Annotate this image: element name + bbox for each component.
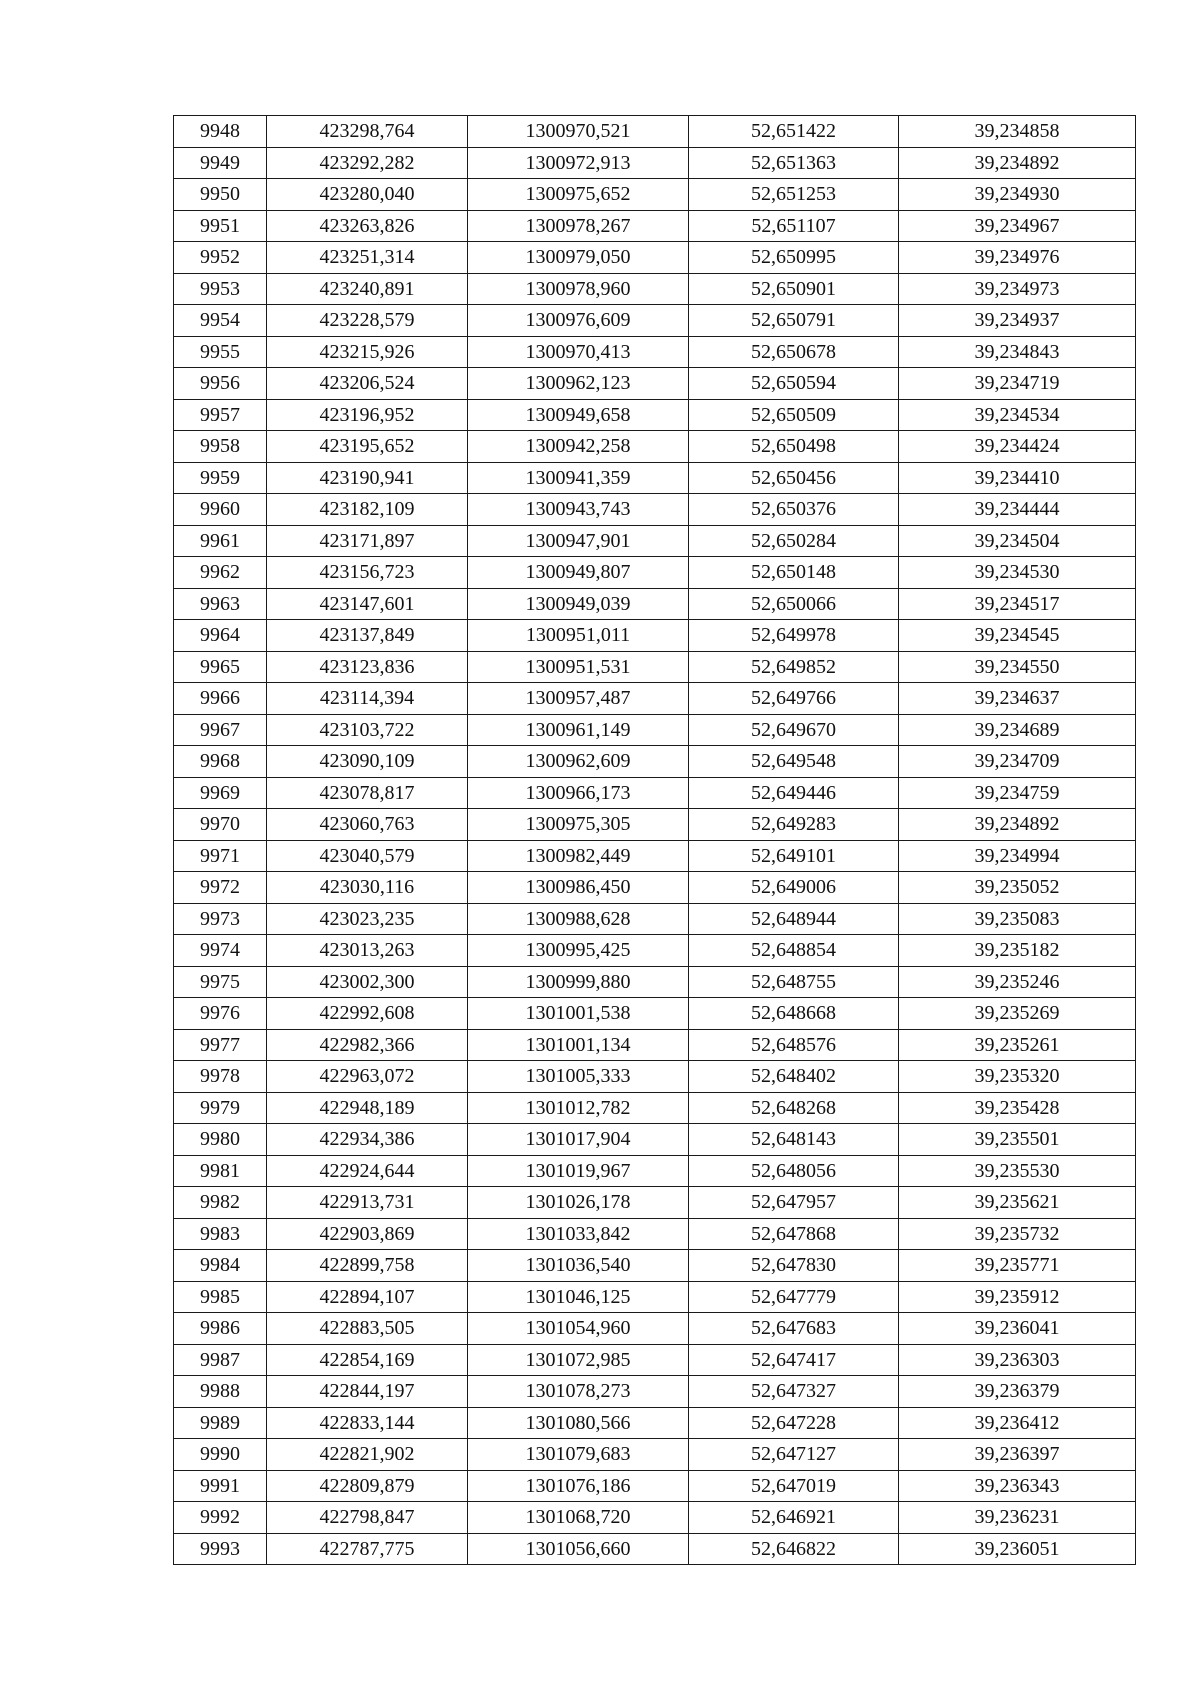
point-number-cell: 9976 xyxy=(174,998,267,1030)
x-coordinate-cell: 422821,902 xyxy=(267,1439,468,1471)
longitude-cell: 39,234843 xyxy=(899,336,1136,368)
table-row xyxy=(174,336,1136,368)
y-coordinate-cell: 1300949,807 xyxy=(468,557,689,589)
longitude-cell: 39,234550 xyxy=(899,651,1136,683)
x-coordinate-cell: 423030,116 xyxy=(267,872,468,904)
point-number-cell: 9963 xyxy=(174,588,267,620)
table-row xyxy=(174,777,1136,809)
longitude-cell: 39,234976 xyxy=(899,242,1136,274)
point-number-cell: 9980 xyxy=(174,1124,267,1156)
point-number-cell: 9956 xyxy=(174,368,267,400)
point-number-cell: 9987 xyxy=(174,1344,267,1376)
latitude-cell: 52,650376 xyxy=(689,494,899,526)
x-coordinate-cell: 422883,505 xyxy=(267,1313,468,1345)
x-coordinate-cell: 422948,189 xyxy=(267,1092,468,1124)
table-row xyxy=(174,525,1136,557)
x-coordinate-cell: 423040,579 xyxy=(267,840,468,872)
point-number-cell: 9982 xyxy=(174,1187,267,1219)
point-number-cell: 9986 xyxy=(174,1313,267,1345)
table-row xyxy=(174,588,1136,620)
point-number-cell: 9950 xyxy=(174,179,267,211)
x-coordinate-cell: 423002,300 xyxy=(267,966,468,998)
y-coordinate-cell: 1300970,413 xyxy=(468,336,689,368)
y-coordinate-cell: 1300951,011 xyxy=(468,620,689,652)
table-row xyxy=(174,1218,1136,1250)
longitude-cell: 39,236303 xyxy=(899,1344,1136,1376)
table-row xyxy=(174,399,1136,431)
x-coordinate-cell: 422924,644 xyxy=(267,1155,468,1187)
latitude-cell: 52,648402 xyxy=(689,1061,899,1093)
longitude-cell: 39,235261 xyxy=(899,1029,1136,1061)
longitude-cell: 39,235501 xyxy=(899,1124,1136,1156)
latitude-cell: 52,651363 xyxy=(689,147,899,179)
table-row xyxy=(174,1376,1136,1408)
longitude-cell: 39,234504 xyxy=(899,525,1136,557)
x-coordinate-cell: 422798,847 xyxy=(267,1502,468,1534)
table-row xyxy=(174,1439,1136,1471)
table-row xyxy=(174,273,1136,305)
table-row xyxy=(174,746,1136,778)
table-row xyxy=(174,714,1136,746)
x-coordinate-cell: 422809,879 xyxy=(267,1470,468,1502)
y-coordinate-cell: 1301068,720 xyxy=(468,1502,689,1534)
table-row xyxy=(174,872,1136,904)
y-coordinate-cell: 1300942,258 xyxy=(468,431,689,463)
y-coordinate-cell: 1300951,531 xyxy=(468,651,689,683)
table-row xyxy=(174,1313,1136,1345)
point-number-cell: 9977 xyxy=(174,1029,267,1061)
x-coordinate-cell: 422894,107 xyxy=(267,1281,468,1313)
point-number-cell: 9971 xyxy=(174,840,267,872)
y-coordinate-cell: 1300949,039 xyxy=(468,588,689,620)
x-coordinate-cell: 423156,723 xyxy=(267,557,468,589)
longitude-cell: 39,236041 xyxy=(899,1313,1136,1345)
longitude-cell: 39,235269 xyxy=(899,998,1136,1030)
longitude-cell: 39,234967 xyxy=(899,210,1136,242)
x-coordinate-cell: 422992,608 xyxy=(267,998,468,1030)
table-row xyxy=(174,1155,1136,1187)
latitude-cell: 52,649978 xyxy=(689,620,899,652)
x-coordinate-cell: 422963,072 xyxy=(267,1061,468,1093)
longitude-cell: 39,235320 xyxy=(899,1061,1136,1093)
table-row xyxy=(174,179,1136,211)
latitude-cell: 52,647019 xyxy=(689,1470,899,1502)
longitude-cell: 39,235621 xyxy=(899,1187,1136,1219)
point-number-cell: 9974 xyxy=(174,935,267,967)
longitude-cell: 39,234759 xyxy=(899,777,1136,809)
x-coordinate-cell: 423195,652 xyxy=(267,431,468,463)
x-coordinate-cell: 423206,524 xyxy=(267,368,468,400)
x-coordinate-cell: 423078,817 xyxy=(267,777,468,809)
point-number-cell: 9972 xyxy=(174,872,267,904)
point-number-cell: 9964 xyxy=(174,620,267,652)
point-number-cell: 9991 xyxy=(174,1470,267,1502)
table-row xyxy=(174,494,1136,526)
x-coordinate-cell: 423263,826 xyxy=(267,210,468,242)
y-coordinate-cell: 1300966,173 xyxy=(468,777,689,809)
y-coordinate-cell: 1300941,359 xyxy=(468,462,689,494)
table-row xyxy=(174,620,1136,652)
point-number-cell: 9990 xyxy=(174,1439,267,1471)
point-number-cell: 9969 xyxy=(174,777,267,809)
latitude-cell: 52,647327 xyxy=(689,1376,899,1408)
y-coordinate-cell: 1301033,842 xyxy=(468,1218,689,1250)
point-number-cell: 9958 xyxy=(174,431,267,463)
point-number-cell: 9952 xyxy=(174,242,267,274)
point-number-cell: 9951 xyxy=(174,210,267,242)
table-row xyxy=(174,651,1136,683)
point-number-cell: 9968 xyxy=(174,746,267,778)
longitude-cell: 39,234637 xyxy=(899,683,1136,715)
y-coordinate-cell: 1300975,305 xyxy=(468,809,689,841)
latitude-cell: 52,650456 xyxy=(689,462,899,494)
latitude-cell: 52,649766 xyxy=(689,683,899,715)
point-number-cell: 9948 xyxy=(174,116,267,148)
y-coordinate-cell: 1300970,521 xyxy=(468,116,689,148)
x-coordinate-cell: 422934,386 xyxy=(267,1124,468,1156)
point-number-cell: 9992 xyxy=(174,1502,267,1534)
latitude-cell: 52,646921 xyxy=(689,1502,899,1534)
y-coordinate-cell: 1300999,880 xyxy=(468,966,689,998)
latitude-cell: 52,648576 xyxy=(689,1029,899,1061)
x-coordinate-cell: 423190,941 xyxy=(267,462,468,494)
table-row xyxy=(174,242,1136,274)
table-row xyxy=(174,116,1136,148)
y-coordinate-cell: 1301017,904 xyxy=(468,1124,689,1156)
y-coordinate-cell: 1301012,782 xyxy=(468,1092,689,1124)
table-row xyxy=(174,1407,1136,1439)
longitude-cell: 39,235771 xyxy=(899,1250,1136,1282)
table-row xyxy=(174,683,1136,715)
latitude-cell: 52,648854 xyxy=(689,935,899,967)
longitude-cell: 39,235530 xyxy=(899,1155,1136,1187)
latitude-cell: 52,647868 xyxy=(689,1218,899,1250)
table-row xyxy=(174,462,1136,494)
y-coordinate-cell: 1301054,960 xyxy=(468,1313,689,1345)
y-coordinate-cell: 1301001,538 xyxy=(468,998,689,1030)
x-coordinate-cell: 423196,952 xyxy=(267,399,468,431)
y-coordinate-cell: 1300976,609 xyxy=(468,305,689,337)
x-coordinate-cell: 422903,869 xyxy=(267,1218,468,1250)
x-coordinate-cell: 423090,109 xyxy=(267,746,468,778)
point-number-cell: 9953 xyxy=(174,273,267,305)
point-number-cell: 9983 xyxy=(174,1218,267,1250)
point-number-cell: 9967 xyxy=(174,714,267,746)
point-number-cell: 9993 xyxy=(174,1533,267,1565)
latitude-cell: 52,650678 xyxy=(689,336,899,368)
y-coordinate-cell: 1300943,743 xyxy=(468,494,689,526)
latitude-cell: 52,648755 xyxy=(689,966,899,998)
latitude-cell: 52,647228 xyxy=(689,1407,899,1439)
point-number-cell: 9973 xyxy=(174,903,267,935)
point-number-cell: 9962 xyxy=(174,557,267,589)
point-number-cell: 9988 xyxy=(174,1376,267,1408)
point-number-cell: 9949 xyxy=(174,147,267,179)
latitude-cell: 52,649670 xyxy=(689,714,899,746)
longitude-cell: 39,234530 xyxy=(899,557,1136,589)
latitude-cell: 52,647417 xyxy=(689,1344,899,1376)
latitude-cell: 52,650509 xyxy=(689,399,899,431)
longitude-cell: 39,235246 xyxy=(899,966,1136,998)
point-number-cell: 9989 xyxy=(174,1407,267,1439)
table-row xyxy=(174,903,1136,935)
latitude-cell: 52,650791 xyxy=(689,305,899,337)
point-number-cell: 9970 xyxy=(174,809,267,841)
longitude-cell: 39,235182 xyxy=(899,935,1136,967)
latitude-cell: 52,651107 xyxy=(689,210,899,242)
latitude-cell: 52,650148 xyxy=(689,557,899,589)
y-coordinate-cell: 1301026,178 xyxy=(468,1187,689,1219)
point-number-cell: 9959 xyxy=(174,462,267,494)
table-row xyxy=(174,1470,1136,1502)
y-coordinate-cell: 1300978,960 xyxy=(468,273,689,305)
point-number-cell: 9960 xyxy=(174,494,267,526)
x-coordinate-cell: 423280,040 xyxy=(267,179,468,211)
table-row xyxy=(174,1533,1136,1565)
x-coordinate-cell: 423240,891 xyxy=(267,273,468,305)
longitude-cell: 39,234545 xyxy=(899,620,1136,652)
latitude-cell: 52,650284 xyxy=(689,525,899,557)
longitude-cell: 39,236343 xyxy=(899,1470,1136,1502)
x-coordinate-cell: 423228,579 xyxy=(267,305,468,337)
latitude-cell: 52,650995 xyxy=(689,242,899,274)
y-coordinate-cell: 1301046,125 xyxy=(468,1281,689,1313)
table-row xyxy=(174,1344,1136,1376)
point-number-cell: 9985 xyxy=(174,1281,267,1313)
latitude-cell: 52,648268 xyxy=(689,1092,899,1124)
longitude-cell: 39,234424 xyxy=(899,431,1136,463)
table-row xyxy=(174,1061,1136,1093)
y-coordinate-cell: 1301005,333 xyxy=(468,1061,689,1093)
table-row xyxy=(174,1092,1136,1124)
longitude-cell: 39,236412 xyxy=(899,1407,1136,1439)
x-coordinate-cell: 423023,235 xyxy=(267,903,468,935)
x-coordinate-cell: 423292,282 xyxy=(267,147,468,179)
latitude-cell: 52,650066 xyxy=(689,588,899,620)
longitude-cell: 39,234709 xyxy=(899,746,1136,778)
latitude-cell: 52,649446 xyxy=(689,777,899,809)
x-coordinate-cell: 422899,758 xyxy=(267,1250,468,1282)
table-row xyxy=(174,1124,1136,1156)
longitude-cell: 39,234937 xyxy=(899,305,1136,337)
longitude-cell: 39,234410 xyxy=(899,462,1136,494)
x-coordinate-cell: 423182,109 xyxy=(267,494,468,526)
y-coordinate-cell: 1300949,658 xyxy=(468,399,689,431)
table-row xyxy=(174,210,1136,242)
y-coordinate-cell: 1300972,913 xyxy=(468,147,689,179)
latitude-cell: 52,650594 xyxy=(689,368,899,400)
latitude-cell: 52,647127 xyxy=(689,1439,899,1471)
latitude-cell: 52,649101 xyxy=(689,840,899,872)
y-coordinate-cell: 1301036,540 xyxy=(468,1250,689,1282)
table-row xyxy=(174,305,1136,337)
longitude-cell: 39,234892 xyxy=(899,147,1136,179)
table-row xyxy=(174,1281,1136,1313)
point-number-cell: 9966 xyxy=(174,683,267,715)
latitude-cell: 52,649283 xyxy=(689,809,899,841)
x-coordinate-cell: 423137,849 xyxy=(267,620,468,652)
y-coordinate-cell: 1300979,050 xyxy=(468,242,689,274)
y-coordinate-cell: 1300962,123 xyxy=(468,368,689,400)
x-coordinate-cell: 423171,897 xyxy=(267,525,468,557)
latitude-cell: 52,646822 xyxy=(689,1533,899,1565)
table-row xyxy=(174,935,1136,967)
longitude-cell: 39,235083 xyxy=(899,903,1136,935)
latitude-cell: 52,647779 xyxy=(689,1281,899,1313)
x-coordinate-cell: 423103,722 xyxy=(267,714,468,746)
y-coordinate-cell: 1300975,652 xyxy=(468,179,689,211)
y-coordinate-cell: 1301078,273 xyxy=(468,1376,689,1408)
y-coordinate-cell: 1300947,901 xyxy=(468,525,689,557)
longitude-cell: 39,234892 xyxy=(899,809,1136,841)
y-coordinate-cell: 1300982,449 xyxy=(468,840,689,872)
point-number-cell: 9965 xyxy=(174,651,267,683)
longitude-cell: 39,234973 xyxy=(899,273,1136,305)
longitude-cell: 39,235052 xyxy=(899,872,1136,904)
longitude-cell: 39,234517 xyxy=(899,588,1136,620)
table-row xyxy=(174,1187,1136,1219)
longitude-cell: 39,235428 xyxy=(899,1092,1136,1124)
table-row xyxy=(174,368,1136,400)
y-coordinate-cell: 1301019,967 xyxy=(468,1155,689,1187)
point-number-cell: 9975 xyxy=(174,966,267,998)
x-coordinate-cell: 423147,601 xyxy=(267,588,468,620)
latitude-cell: 52,649548 xyxy=(689,746,899,778)
longitude-cell: 39,234930 xyxy=(899,179,1136,211)
table-row xyxy=(174,1250,1136,1282)
table-row xyxy=(174,966,1136,998)
x-coordinate-cell: 422844,197 xyxy=(267,1376,468,1408)
point-number-cell: 9979 xyxy=(174,1092,267,1124)
x-coordinate-cell: 422982,366 xyxy=(267,1029,468,1061)
y-coordinate-cell: 1300978,267 xyxy=(468,210,689,242)
table-row xyxy=(174,431,1136,463)
point-number-cell: 9981 xyxy=(174,1155,267,1187)
latitude-cell: 52,649006 xyxy=(689,872,899,904)
longitude-cell: 39,236051 xyxy=(899,1533,1136,1565)
table-row xyxy=(174,840,1136,872)
table-row xyxy=(174,147,1136,179)
latitude-cell: 52,647830 xyxy=(689,1250,899,1282)
x-coordinate-cell: 423013,263 xyxy=(267,935,468,967)
table-row xyxy=(174,1502,1136,1534)
x-coordinate-cell: 422913,731 xyxy=(267,1187,468,1219)
x-coordinate-cell: 423215,926 xyxy=(267,336,468,368)
longitude-cell: 39,234719 xyxy=(899,368,1136,400)
longitude-cell: 39,234444 xyxy=(899,494,1136,526)
coordinate-table xyxy=(173,115,1136,1565)
latitude-cell: 52,648668 xyxy=(689,998,899,1030)
longitude-cell: 39,236397 xyxy=(899,1439,1136,1471)
point-number-cell: 9957 xyxy=(174,399,267,431)
longitude-cell: 39,235732 xyxy=(899,1218,1136,1250)
latitude-cell: 52,648944 xyxy=(689,903,899,935)
point-number-cell: 9955 xyxy=(174,336,267,368)
longitude-cell: 39,234858 xyxy=(899,116,1136,148)
y-coordinate-cell: 1301072,985 xyxy=(468,1344,689,1376)
latitude-cell: 52,651422 xyxy=(689,116,899,148)
y-coordinate-cell: 1300962,609 xyxy=(468,746,689,778)
table-row xyxy=(174,1029,1136,1061)
longitude-cell: 39,234689 xyxy=(899,714,1136,746)
y-coordinate-cell: 1301076,186 xyxy=(468,1470,689,1502)
y-coordinate-cell: 1300986,450 xyxy=(468,872,689,904)
longitude-cell: 39,234994 xyxy=(899,840,1136,872)
latitude-cell: 52,651253 xyxy=(689,179,899,211)
latitude-cell: 52,647957 xyxy=(689,1187,899,1219)
point-number-cell: 9984 xyxy=(174,1250,267,1282)
point-number-cell: 9954 xyxy=(174,305,267,337)
y-coordinate-cell: 1300995,425 xyxy=(468,935,689,967)
point-number-cell: 9978 xyxy=(174,1061,267,1093)
x-coordinate-cell: 423298,764 xyxy=(267,116,468,148)
x-coordinate-cell: 423123,836 xyxy=(267,651,468,683)
latitude-cell: 52,648143 xyxy=(689,1124,899,1156)
longitude-cell: 39,234534 xyxy=(899,399,1136,431)
latitude-cell: 52,650901 xyxy=(689,273,899,305)
x-coordinate-cell: 423060,763 xyxy=(267,809,468,841)
x-coordinate-cell: 423251,314 xyxy=(267,242,468,274)
longitude-cell: 39,236379 xyxy=(899,1376,1136,1408)
y-coordinate-cell: 1301080,566 xyxy=(468,1407,689,1439)
latitude-cell: 52,648056 xyxy=(689,1155,899,1187)
latitude-cell: 52,650498 xyxy=(689,431,899,463)
y-coordinate-cell: 1301079,683 xyxy=(468,1439,689,1471)
longitude-cell: 39,236231 xyxy=(899,1502,1136,1534)
coordinate-table-body xyxy=(174,116,1136,1565)
y-coordinate-cell: 1300957,487 xyxy=(468,683,689,715)
y-coordinate-cell: 1301001,134 xyxy=(468,1029,689,1061)
latitude-cell: 52,647683 xyxy=(689,1313,899,1345)
point-number-cell: 9961 xyxy=(174,525,267,557)
x-coordinate-cell: 423114,394 xyxy=(267,683,468,715)
longitude-cell: 39,235912 xyxy=(899,1281,1136,1313)
x-coordinate-cell: 422854,169 xyxy=(267,1344,468,1376)
x-coordinate-cell: 422833,144 xyxy=(267,1407,468,1439)
y-coordinate-cell: 1301056,660 xyxy=(468,1533,689,1565)
y-coordinate-cell: 1300988,628 xyxy=(468,903,689,935)
table-row xyxy=(174,557,1136,589)
y-coordinate-cell: 1300961,149 xyxy=(468,714,689,746)
x-coordinate-cell: 422787,775 xyxy=(267,1533,468,1565)
table-row xyxy=(174,809,1136,841)
latitude-cell: 52,649852 xyxy=(689,651,899,683)
table-row xyxy=(174,998,1136,1030)
